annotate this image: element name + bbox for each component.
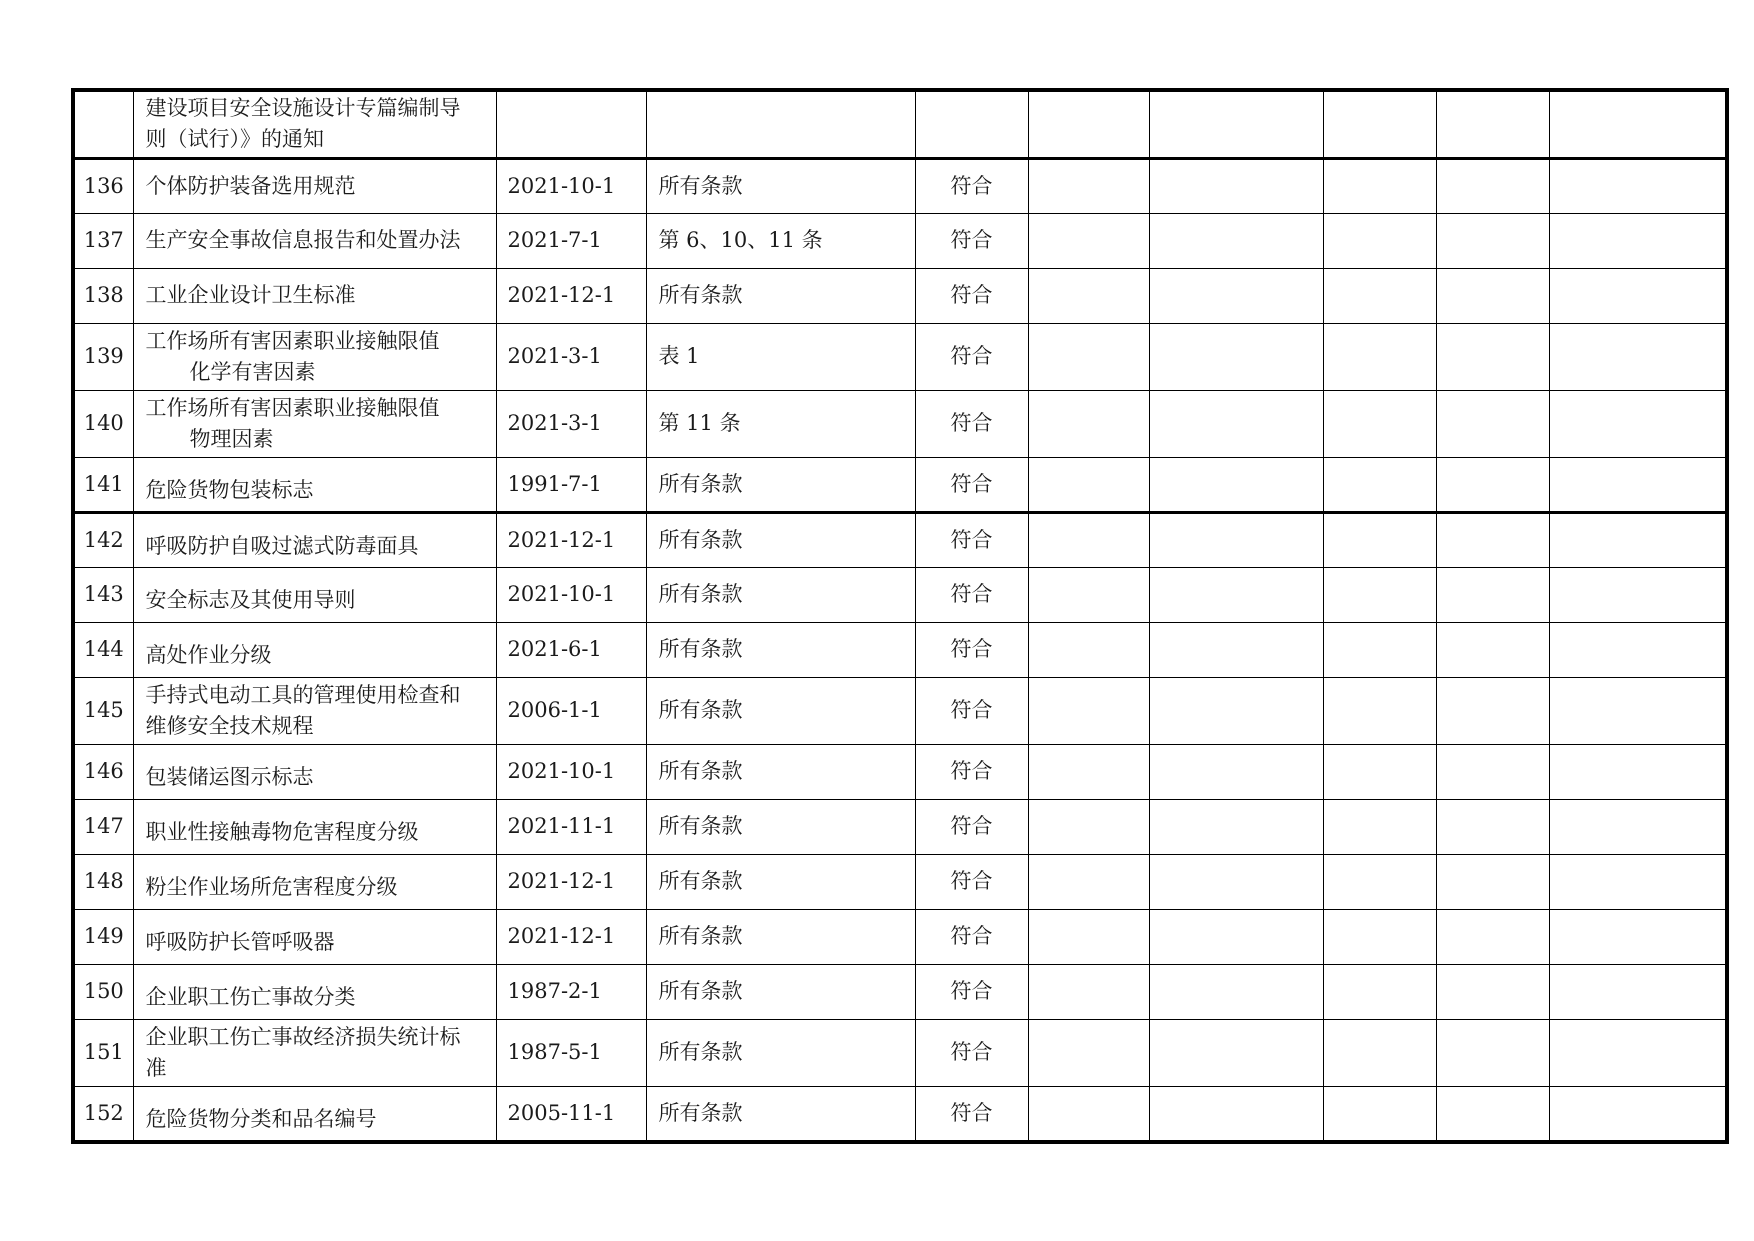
effective-date: 2021-12-1	[496, 854, 646, 909]
compliance-result: 符合	[915, 909, 1028, 964]
empty-cell	[1549, 909, 1727, 964]
applicable-clause: 第 6、10、11 条	[646, 213, 915, 268]
empty-cell	[1549, 1086, 1727, 1142]
empty-cell	[1149, 909, 1323, 964]
date-cell	[496, 90, 646, 158]
row-number: 142	[73, 512, 133, 567]
compliance-result: 符合	[915, 854, 1028, 909]
table-row	[73, 567, 1727, 622]
empty-cell	[1323, 567, 1436, 622]
regulation-name-line: 粉尘作业场所危害程度分级	[145, 875, 398, 899]
regulation-name-line: 化学有害因素	[189, 359, 316, 384]
empty-cell	[1028, 744, 1149, 799]
empty-cell	[1549, 567, 1727, 622]
empty-cell	[1549, 457, 1727, 512]
regulation-name-line: 准	[145, 1055, 167, 1080]
row-number: 147	[73, 799, 133, 854]
empty-cell	[1028, 158, 1149, 213]
empty-cell	[1323, 512, 1436, 567]
regulation-name-line: 则（试行）》的通知	[145, 127, 324, 152]
regulation-compliance-table	[71, 88, 1729, 1144]
empty-cell	[1028, 512, 1149, 567]
empty-cell	[1323, 1019, 1436, 1086]
empty-cell	[1436, 158, 1549, 213]
empty-cell	[1149, 268, 1323, 323]
row-number: 150	[73, 964, 133, 1019]
row-number: 144	[73, 622, 133, 677]
empty-cell	[1436, 799, 1549, 854]
effective-date: 2021-3-1	[496, 323, 646, 390]
empty-cell	[1549, 622, 1727, 677]
empty-cell	[1549, 213, 1727, 268]
empty-cell	[1028, 457, 1149, 512]
row-number: 146	[73, 744, 133, 799]
effective-date: 1991-7-1	[496, 457, 646, 512]
row-number: 143	[73, 567, 133, 622]
result-cell	[915, 90, 1028, 158]
empty-cell	[1028, 390, 1149, 457]
applicable-clause: 所有条款	[646, 567, 915, 622]
table-row	[73, 964, 1727, 1019]
table-row	[73, 909, 1727, 964]
empty-cell	[1436, 677, 1549, 744]
empty-cell	[1549, 854, 1727, 909]
compliance-result: 符合	[915, 677, 1028, 744]
regulation-name	[133, 1019, 496, 1086]
empty-cell	[1149, 677, 1323, 744]
regulation-name	[133, 567, 496, 622]
empty-cell	[1436, 567, 1549, 622]
empty-cell	[1323, 744, 1436, 799]
applicable-clause: 所有条款	[646, 854, 915, 909]
compliance-result: 符合	[915, 323, 1028, 390]
empty-cell	[1436, 964, 1549, 1019]
regulation-name	[133, 799, 496, 854]
compliance-result: 符合	[915, 213, 1028, 268]
effective-date: 2021-12-1	[496, 268, 646, 323]
regulation-name-line: 高处作业分级	[145, 643, 272, 667]
effective-date: 1987-2-1	[496, 964, 646, 1019]
empty-cell	[1436, 1086, 1549, 1142]
regulation-name	[133, 213, 496, 268]
applicable-clause: 所有条款	[646, 799, 915, 854]
applicable-clause: 所有条款	[646, 677, 915, 744]
effective-date: 2021-7-1	[496, 213, 646, 268]
empty-cell	[1323, 323, 1436, 390]
effective-date: 2021-6-1	[496, 622, 646, 677]
compliance-result: 符合	[915, 744, 1028, 799]
regulation-name-line: 工业企业设计卫生标准	[145, 283, 356, 307]
applicable-clause: 所有条款	[646, 622, 915, 677]
empty-cell	[1028, 213, 1149, 268]
effective-date: 2005-11-1	[496, 1086, 646, 1142]
empty-cell	[1149, 567, 1323, 622]
number-cell	[73, 90, 133, 158]
table-row	[73, 677, 1727, 744]
table-row	[73, 1086, 1727, 1142]
regulation-name-line: 工作场所有害因素职业接触限值	[145, 395, 440, 420]
regulation-name-line: 物理因素	[189, 426, 274, 451]
regulation-name	[133, 622, 496, 677]
row-number: 148	[73, 854, 133, 909]
compliance-result: 符合	[915, 268, 1028, 323]
empty-cell	[1149, 323, 1323, 390]
empty-cell	[1323, 457, 1436, 512]
empty-cell	[1549, 677, 1727, 744]
table-row	[73, 268, 1727, 323]
empty-cell	[1149, 744, 1323, 799]
regulation-name	[133, 744, 496, 799]
compliance-result: 符合	[915, 457, 1028, 512]
empty-cell	[1149, 854, 1323, 909]
effective-date: 2021-10-1	[496, 567, 646, 622]
empty-cell	[1549, 744, 1727, 799]
table-row	[73, 158, 1727, 213]
empty-cell	[1149, 213, 1323, 268]
empty-cell	[1323, 854, 1436, 909]
empty-cell	[1323, 1086, 1436, 1142]
table-row	[73, 854, 1727, 909]
empty-cell	[1549, 512, 1727, 567]
empty-cell	[1549, 323, 1727, 390]
empty-cell	[1436, 744, 1549, 799]
applicable-clause: 所有条款	[646, 909, 915, 964]
compliance-result: 符合	[915, 964, 1028, 1019]
compliance-result: 符合	[915, 799, 1028, 854]
row-number: 149	[73, 909, 133, 964]
empty-cell	[1323, 390, 1436, 457]
applicable-clause: 所有条款	[646, 1019, 915, 1086]
row-number: 151	[73, 1019, 133, 1086]
effective-date: 2021-10-1	[496, 744, 646, 799]
empty-cell	[1436, 512, 1549, 567]
empty-cell	[1149, 1019, 1323, 1086]
regulation-name-line: 企业职工伤亡事故经济损失统计标	[145, 1024, 461, 1049]
table-row	[73, 323, 1727, 390]
empty-cell	[1028, 1086, 1149, 1142]
empty-cell	[1149, 512, 1323, 567]
empty-cell	[1436, 457, 1549, 512]
empty-cell	[1149, 622, 1323, 677]
regulation-name	[133, 390, 496, 457]
regulation-name-line: 维修安全技术规程	[145, 713, 314, 738]
effective-date: 2021-3-1	[496, 390, 646, 457]
empty-cell	[1436, 909, 1549, 964]
regulation-name-line: 手持式电动工具的管理使用检查和	[145, 682, 461, 707]
empty-cell	[1149, 158, 1323, 213]
empty-cell	[1436, 622, 1549, 677]
compliance-result: 符合	[915, 158, 1028, 213]
regulation-name	[133, 1086, 496, 1142]
name-cell	[133, 90, 496, 158]
effective-date: 2021-12-1	[496, 909, 646, 964]
regulation-name-line: 企业职工伤亡事故分类	[145, 985, 356, 1009]
empty-cell	[1323, 213, 1436, 268]
empty-cell	[1028, 622, 1149, 677]
compliance-result: 符合	[915, 390, 1028, 457]
applicable-clause: 所有条款	[646, 1086, 915, 1142]
empty-cell	[1149, 1086, 1323, 1142]
table-row	[73, 1019, 1727, 1086]
empty-cell	[1436, 213, 1549, 268]
applicable-clause: 所有条款	[646, 158, 915, 213]
regulation-name-line: 包装储运图示标志	[145, 765, 314, 789]
empty-cell	[1549, 90, 1727, 158]
row-number: 141	[73, 457, 133, 512]
regulation-name	[133, 323, 496, 390]
regulation-name	[133, 677, 496, 744]
regulation-name-line: 危险货物分类和品名编号	[145, 1106, 377, 1131]
empty-cell	[1323, 799, 1436, 854]
empty-cell	[1028, 964, 1149, 1019]
applicable-clause: 所有条款	[646, 964, 915, 1019]
empty-cell	[1323, 677, 1436, 744]
empty-cell	[1549, 158, 1727, 213]
regulation-name-line: 职业性接触毒物危害程度分级	[145, 820, 419, 844]
table-row	[73, 622, 1727, 677]
row-number: 152	[73, 1086, 133, 1142]
applicable-clause: 表 1	[646, 323, 915, 390]
regulation-name	[133, 964, 496, 1019]
effective-date: 1987-5-1	[496, 1019, 646, 1086]
regulation-name-line: 个体防护装备选用规范	[145, 173, 356, 198]
regulation-name-line: 危险货物包装标志	[145, 477, 314, 502]
empty-cell	[1323, 964, 1436, 1019]
table-row	[73, 799, 1727, 854]
applicable-clause: 所有条款	[646, 744, 915, 799]
empty-cell	[1028, 677, 1149, 744]
empty-cell	[1028, 567, 1149, 622]
table-row-continued	[73, 90, 1727, 158]
empty-cell	[1028, 268, 1149, 323]
empty-cell	[1549, 1019, 1727, 1086]
regulation-name	[133, 909, 496, 964]
empty-cell	[1149, 964, 1323, 1019]
empty-cell	[1028, 799, 1149, 854]
table-row	[73, 512, 1727, 567]
empty-cell	[1436, 390, 1549, 457]
regulation-name-line: 安全标志及其使用导则	[145, 588, 356, 612]
table-row	[73, 744, 1727, 799]
row-number: 138	[73, 268, 133, 323]
empty-cell	[1323, 90, 1436, 158]
table-row	[73, 390, 1727, 457]
empty-cell	[1549, 268, 1727, 323]
effective-date: 2021-11-1	[496, 799, 646, 854]
regulation-name	[133, 512, 496, 567]
regulation-name	[133, 268, 496, 323]
row-number: 136	[73, 158, 133, 213]
table-row	[73, 213, 1727, 268]
regulation-name	[133, 854, 496, 909]
empty-cell	[1436, 268, 1549, 323]
empty-cell	[1028, 909, 1149, 964]
empty-cell	[1549, 390, 1727, 457]
empty-cell	[1149, 90, 1323, 158]
empty-cell	[1149, 799, 1323, 854]
empty-cell	[1436, 854, 1549, 909]
applicable-clause: 第 11 条	[646, 390, 915, 457]
row-number: 140	[73, 390, 133, 457]
regulation-name	[133, 158, 496, 213]
row-number: 139	[73, 323, 133, 390]
compliance-result: 符合	[915, 512, 1028, 567]
clause-cell	[646, 90, 915, 158]
effective-date: 2021-12-1	[496, 512, 646, 567]
regulation-name-line: 生产安全事故信息报告和处置办法	[145, 228, 461, 252]
empty-cell	[1436, 1019, 1549, 1086]
empty-cell	[1549, 799, 1727, 854]
applicable-clause: 所有条款	[646, 268, 915, 323]
empty-cell	[1323, 622, 1436, 677]
regulation-name	[133, 457, 496, 512]
empty-cell	[1436, 90, 1549, 158]
applicable-clause: 所有条款	[646, 512, 915, 567]
regulation-name-line: 工作场所有害因素职业接触限值	[145, 328, 440, 353]
empty-cell	[1436, 323, 1549, 390]
empty-cell	[1028, 854, 1149, 909]
regulation-name-line: 建设项目安全设施设计专篇编制导	[145, 96, 461, 121]
regulation-name-line: 呼吸防护长管呼吸器	[145, 930, 335, 954]
compliance-result: 符合	[915, 1019, 1028, 1086]
regulation-name-line: 呼吸防护自吸过滤式防毒面具	[145, 533, 419, 558]
effective-date: 2021-10-1	[496, 158, 646, 213]
compliance-result: 符合	[915, 567, 1028, 622]
empty-cell	[1323, 909, 1436, 964]
row-number: 137	[73, 213, 133, 268]
compliance-result: 符合	[915, 1086, 1028, 1142]
applicable-clause: 所有条款	[646, 457, 915, 512]
empty-cell	[1323, 268, 1436, 323]
empty-cell	[1028, 323, 1149, 390]
empty-cell	[1028, 1019, 1149, 1086]
compliance-result: 符合	[915, 622, 1028, 677]
empty-cell	[1149, 390, 1323, 457]
effective-date: 2006-1-1	[496, 677, 646, 744]
empty-cell	[1028, 90, 1149, 158]
empty-cell	[1149, 457, 1323, 512]
empty-cell	[1323, 158, 1436, 213]
empty-cell	[1549, 964, 1727, 1019]
row-number: 145	[73, 677, 133, 744]
table-row	[73, 457, 1727, 512]
